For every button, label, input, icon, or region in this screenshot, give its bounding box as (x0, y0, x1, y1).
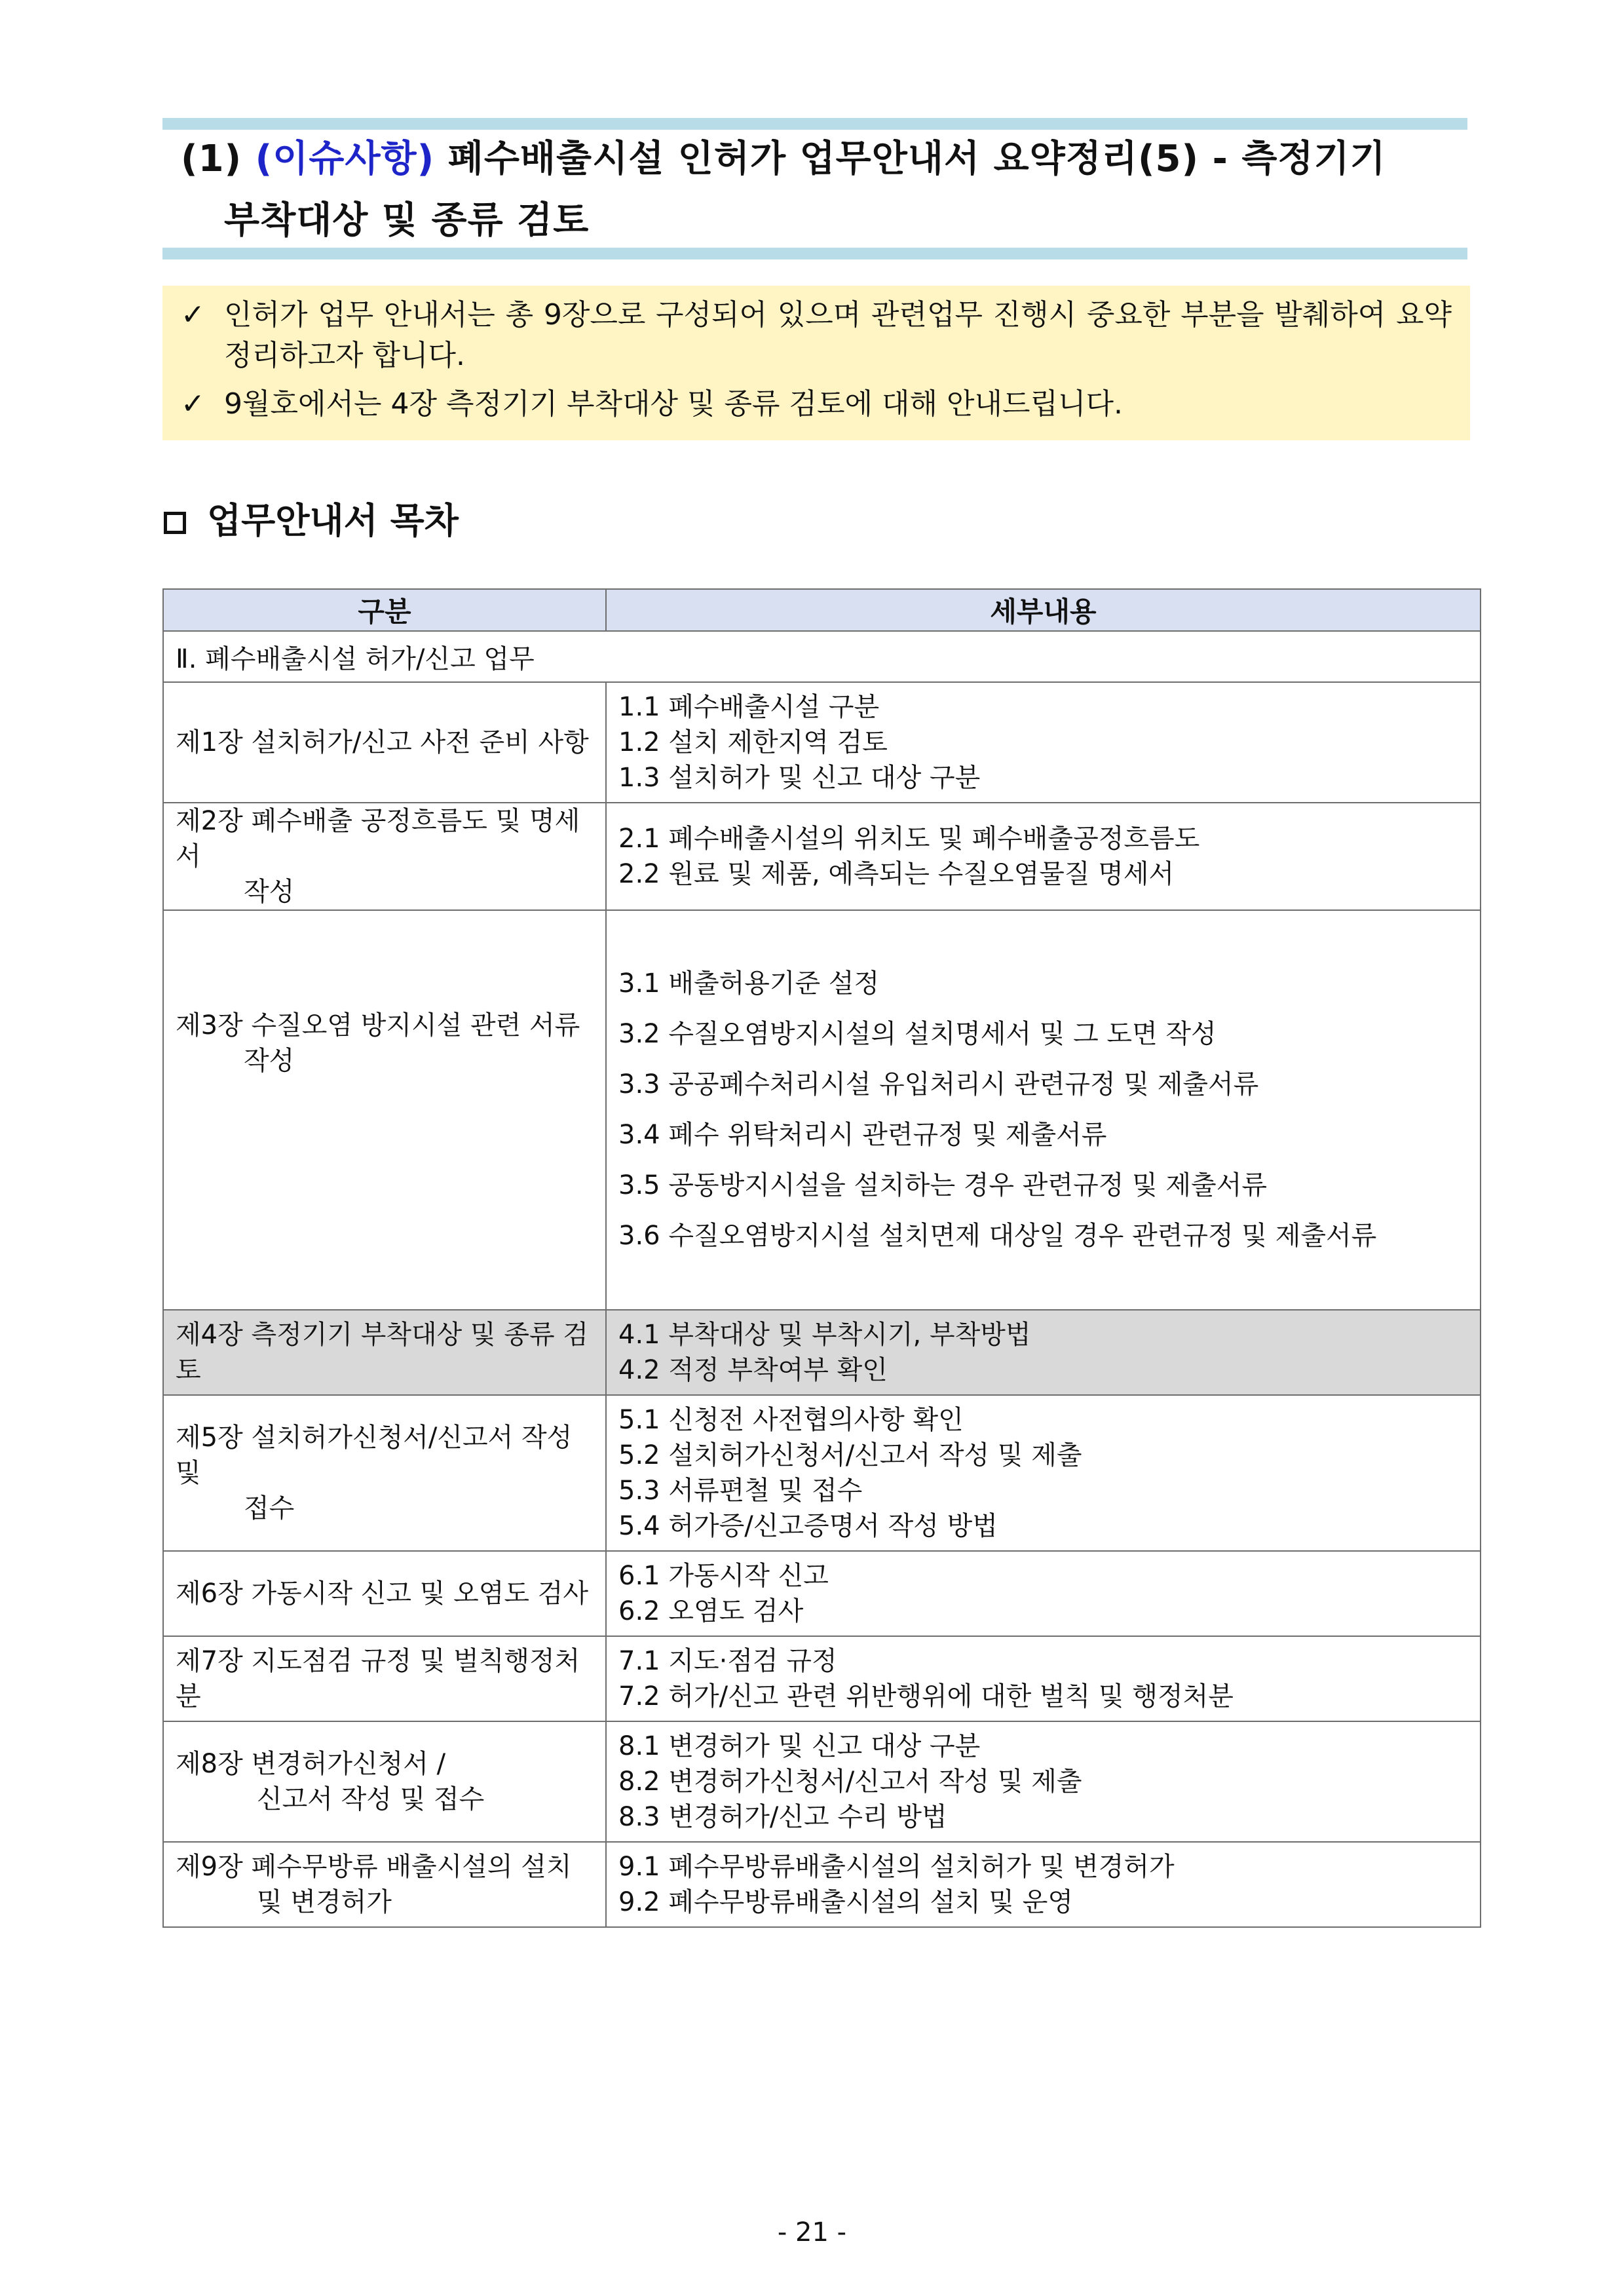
chapter-cell (163, 1636, 606, 1721)
item: 2.1 폐수배출시설의 위치도 및 폐수배출공정흐름도 (618, 824, 1200, 854)
chapter-title: 제7장 지도점검 규정 및 벌칙행정처분 (176, 1646, 580, 1712)
section-heading (164, 493, 459, 543)
item: 3.3 공공폐수처리시설 유입처리시 관련규정 및 제출서류 (618, 1069, 1259, 1100)
table-row (163, 1551, 1481, 1636)
chapter-title: 제5장 설치허가신청서/신고서 작성 및 (176, 1423, 573, 1488)
chapter-cell (163, 1395, 606, 1551)
chapter-cell (163, 803, 606, 910)
items-cell (606, 1636, 1481, 1721)
item: 6.2 오염도 검사 (618, 1596, 804, 1626)
item: 7.2 허가/신고 관련 위반행위에 대한 벌칙 및 행정처분 (618, 1681, 1234, 1712)
chapter-title: 제9장 폐수무방류 배출시설의 설치 (176, 1852, 572, 1882)
table-row-highlighted (163, 1310, 1481, 1395)
title-bottom-bar (162, 248, 1467, 259)
header-category: 구분 (163, 589, 606, 631)
part-title: Ⅱ. 폐수배출시설 허가/신고 업무 (163, 631, 1481, 682)
items-cell (606, 1721, 1481, 1842)
item: 1.2 설치 제한지역 검토 (618, 727, 888, 757)
item: 3.4 폐수 위탁처리시 관련규정 및 제출서류 (618, 1120, 1107, 1150)
page-title (181, 128, 1465, 252)
chapter-title: 제1장 설치허가/신고 사전 준비 사항 (176, 727, 589, 757)
table-header-row (163, 589, 1481, 631)
chapter-title: 제8장 변경허가신청서 / (176, 1749, 446, 1779)
chapter-title: 제6장 가동시작 신고 및 오염도 검사 (176, 1578, 588, 1609)
item: 2.2 원료 및 제품, 예측되는 수질오염물질 명세서 (618, 859, 1175, 889)
item: 9.1 폐수무방류배출시설의 설치허가 및 변경허가 (618, 1852, 1175, 1882)
item: 7.1 지도·점검 규정 (618, 1646, 837, 1676)
item: 8.1 변경허가 및 신고 대상 구분 (618, 1731, 981, 1761)
item: 9.2 폐수무방류배출시설의 설치 및 운영 (618, 1887, 1074, 1917)
title-line1: 폐수배출시설 인허가 업무안내서 요약정리(5) - 측정기기 (434, 138, 1386, 180)
item: 5.3 서류편철 및 접수 (618, 1476, 863, 1506)
item: 1.1 폐수배출시설 구분 (618, 692, 880, 722)
table-row (163, 1842, 1481, 1927)
summary-text: 인허가 업무 안내서는 총 9장으로 구성되어 있으며 관련업무 진행시 중요한 부분을 발췌하여 요약 정리하고자 합니다. (224, 298, 1452, 372)
item: 6.1 가동시작 신고 (618, 1561, 829, 1591)
item: 8.2 변경허가신청서/신고서 작성 및 제출 (618, 1767, 1082, 1797)
items-cell (606, 1310, 1481, 1395)
page-number: - 21 - (777, 2217, 847, 2248)
chapter-cell (163, 910, 606, 1310)
summary-box (162, 286, 1470, 440)
title-highlight: (이슈사항) (255, 138, 435, 180)
chapter-title: 제4장 측정기기 부착대상 및 종류 검토 (176, 1320, 588, 1385)
item: 1.3 설치허가 및 신고 대상 구분 (618, 763, 981, 793)
summary-item (181, 295, 1452, 376)
items-cell (606, 1395, 1481, 1551)
chapter-cell (163, 1310, 606, 1395)
chapter-title-cont: 작성 (244, 1046, 295, 1076)
chapter-title: 제2장 폐수배출 공정흐름도 및 명세서 (176, 806, 580, 871)
table-row (163, 1721, 1481, 1842)
items-cell (606, 910, 1481, 1310)
chapter-cell (163, 1721, 606, 1842)
items-cell (606, 803, 1481, 910)
table-row (163, 803, 1481, 910)
item: 4.2 적정 부착여부 확인 (618, 1355, 888, 1385)
chapter-title: 제3장 수질오염 방지시설 관련 서류 (176, 1010, 580, 1041)
chapter-cell (163, 1551, 606, 1636)
chapter-cell (163, 682, 606, 803)
item: 3.1 배출허용기준 설정 (618, 968, 880, 999)
item: 3.6 수질오염방지시설 설치면제 대상일 경우 관련규정 및 제출서류 (618, 1221, 1377, 1251)
table-row (163, 1395, 1481, 1551)
item: 4.1 부착대상 및 부착시기, 부착방법 (618, 1320, 1031, 1350)
item: 3.2 수질오염방지시설의 설치명세서 및 그 도면 작성 (618, 1019, 1217, 1049)
chapter-cell (163, 1842, 606, 1927)
item: 5.4 허가증/신고증명서 작성 방법 (618, 1511, 998, 1541)
part-row (163, 631, 1481, 682)
item: 5.1 신청전 사전협의사항 확인 (618, 1405, 964, 1435)
toc-table (162, 588, 1481, 1928)
items-cell (606, 1842, 1481, 1927)
section-heading-text: 업무안내서 목차 (207, 500, 459, 541)
summary-item (181, 384, 1452, 425)
chapter-title-cont: 접수 (244, 1493, 295, 1523)
summary-text: 9월호에서는 4장 측정기기 부착대상 및 종류 검토에 대해 안내드립니다. (224, 387, 1123, 421)
title-prefix: (1) (181, 138, 255, 180)
chapter-title-cont: 및 변경허가 (257, 1887, 392, 1917)
header-details: 세부내용 (606, 589, 1481, 631)
table-row (163, 910, 1481, 1310)
check-icon: ✓ (181, 387, 205, 421)
items-cell (606, 682, 1481, 803)
item: 5.2 설치허가신청서/신고서 작성 및 제출 (618, 1440, 1082, 1470)
item: 3.5 공동방지시설을 설치하는 경우 관련규정 및 제출서류 (618, 1170, 1267, 1200)
table-row (163, 682, 1481, 803)
item: 8.3 변경허가/신고 수리 방법 (618, 1802, 947, 1832)
check-icon: ✓ (181, 298, 205, 332)
table-row (163, 1636, 1481, 1721)
title-line2: 부착대상 및 종류 검토 (224, 199, 590, 242)
items-cell (606, 1551, 1481, 1636)
square-bullet-icon (164, 512, 186, 534)
chapter-title-cont: 신고서 작성 및 접수 (257, 1784, 485, 1814)
chapter-title-cont: 작성 (244, 877, 295, 907)
